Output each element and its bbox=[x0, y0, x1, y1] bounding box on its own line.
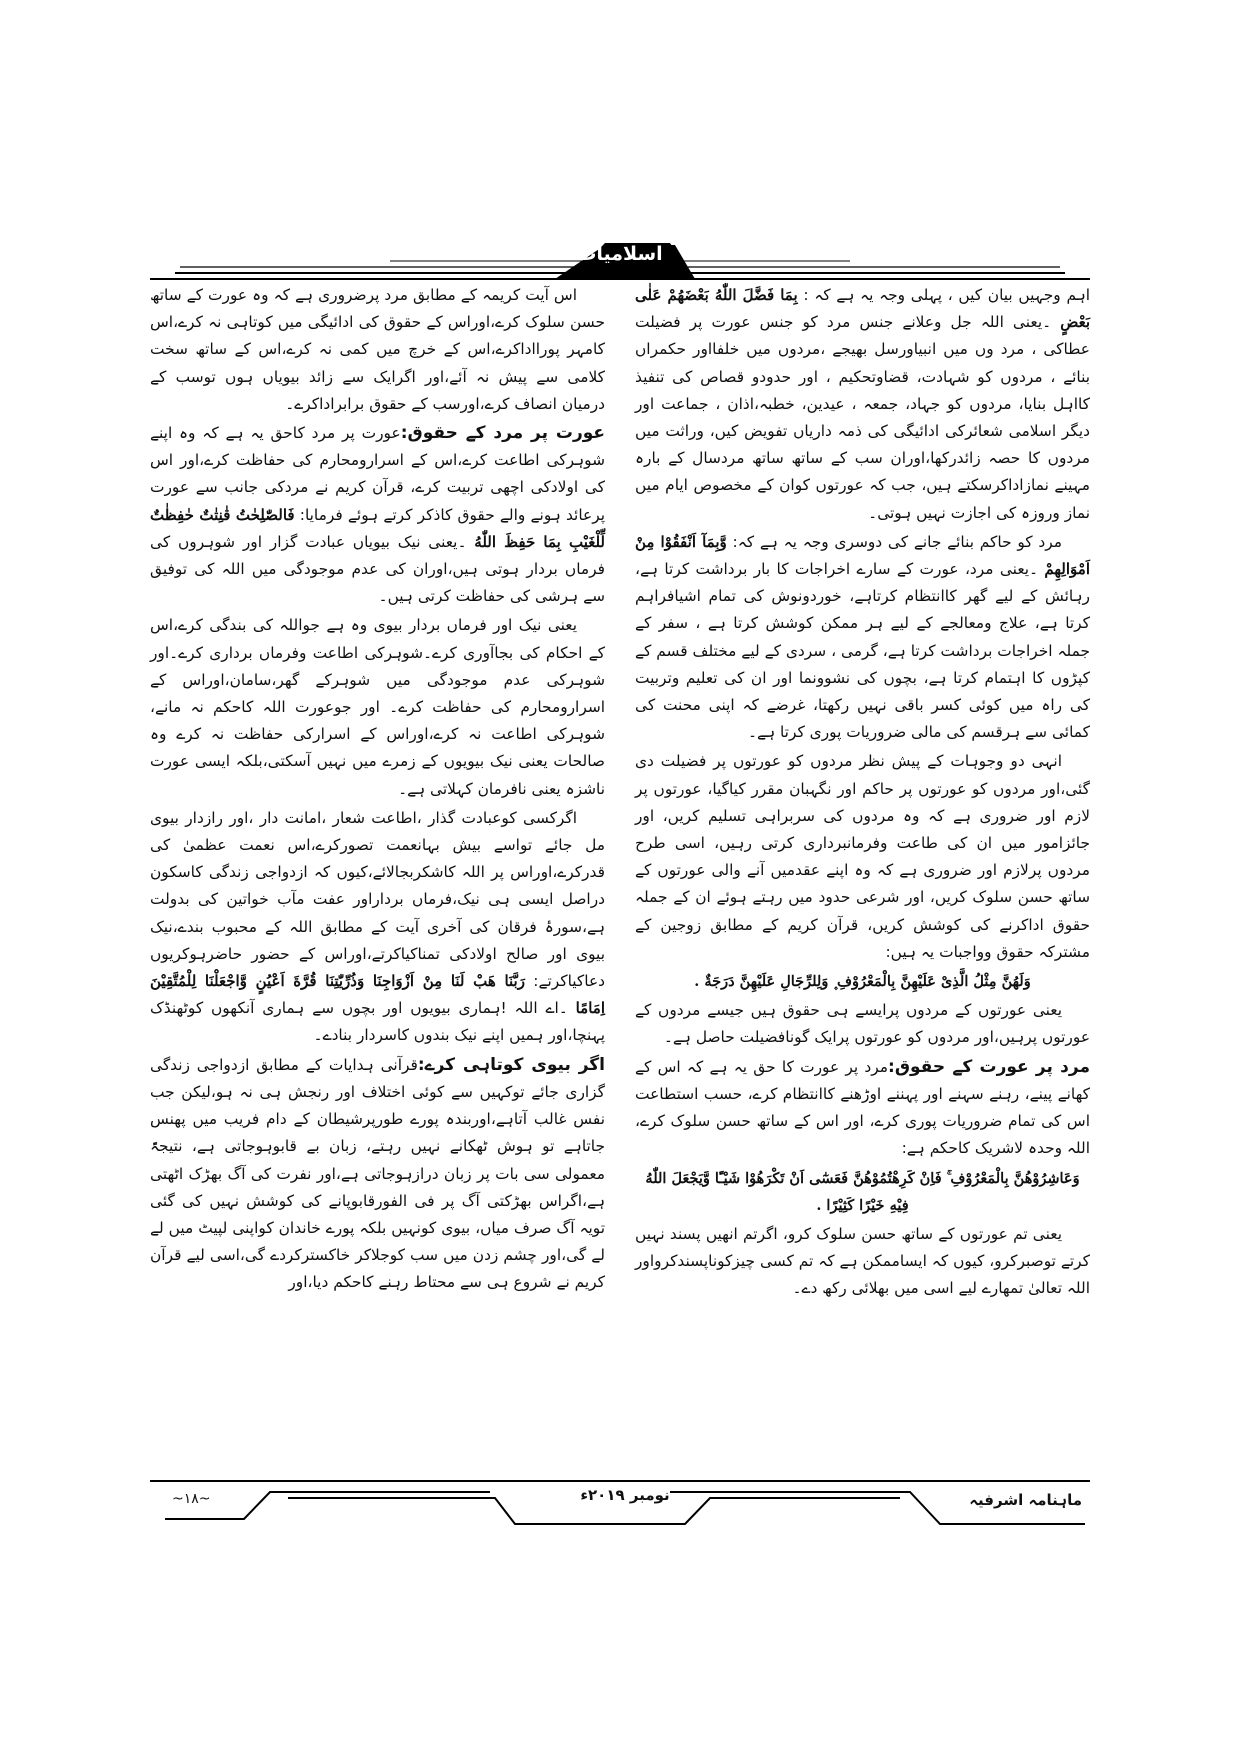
paragraph-text: یعنی عورتوں کے مردوں پرایسے ہی حقوق ہیں جیسے مردوں کے عورتوں پرہیں،اور مردوں کو عورتوں پرایک گونافضیلت حاصل ہے۔ bbox=[635, 1001, 1090, 1047]
paragraph-text: انہی دو وجوہات کے پیش نظر مردوں کو عورتوں پر فضیلت دی گئی،اور مردوں کو عورتوں پر حاکم اور نگہبان مقرر کیاگیا، عورتوں پر لازم اور ضروری ہے کہ وہ مردوں کی سربراہی تسلیم کریں، اور جائزامور میں ان کی طاعت وفرمانبرداری کرتی رہیں، اسی طرح مردوں پرلازم اور ضروری ہے کہ وہ اپنے عقدمیں آنے والی عورتوں کے ساتھ حسن سلوک کریں، اور شرعی حدود میں رہتے ہوئے ان کے جملہ حقوق اداکرنے کی کوشش کریں، قرآن کریم کے مطابق زوجین کے مشترکہ حقوق وواجبات یہ ہیں: bbox=[635, 752, 1090, 961]
paragraph bbox=[635, 529, 1090, 747]
quran-quote: وَّبِمَآ اَنْفَقُوْا مِنْ اَمْوَالِهِمْ bbox=[635, 532, 1090, 579]
page-number: ~۱۸~ bbox=[172, 1491, 211, 1507]
paragraph-text-continued: ۔یعنی مرد، عورت کے سارے اخراجات کا بار برداشت کرتا ہے، رہائش کے لیے گھر کاانتظام کرتاہے، خوردونوش کی تمام اشیافراہم کرتا ہے، علاج ومعالجے کے لیے ہر ممکن کوشش کرتا ہے ، سفر کے جملہ اخراجات برداشت کرتا ہے، گرمی ، سردی کے لیے مختلف قسم کے کپڑوں کا اہتمام کرتا ہے، بچوں کی نشوونما اور ان کی تعلیم وتربیت کی راہ میں کوئی کسر باقی نہیں رکھتا، غرضے کہ اپنی محنت کی کمائی سے ہرقسم کی مالی ضروریات پوری کرتا ہے۔ bbox=[635, 560, 1090, 742]
paragraph-text-continued: ۔اے اللہ !ہماری بیویوں اور بچوں سے ہماری آنکھوں کوٹھنڈک پہنچا،اور ہمیں اپنے نیک بندوں کاسردار بنادے۔ bbox=[150, 999, 605, 1045]
paragraph-text-continued: ۔یعنی اللہ جل وعلانے جنس مرد کو جنس عورت پر فضیلت عطاکی ، مرد وں میں انبیاورسل بھیجے ،مردوں میں خلفااور حکمراں بنائے ، مردوں کو شہادت، قضاوتحکیم ، اور حدودو قصاص کی تنفیذ کااہل بنایا، مردوں کو جہاد، جمعہ ، عیدین، خطبہ،اذان ، جماعت اور دیگر اسلامی شعائرکی ادائیگی کی ذمہ داریاں تفویض کیں، وراثت میں مردوں کا حصہ زائدرکھا،اوران سب کے ساتھ ساتھ مردسال کے بارہ مہینے نمازاداکرسکتے ہیں، جب کہ عورتوں کوان کے مخصوص ایام میں نماز وروزہ کی اجازت نہیں ہوتی۔ bbox=[635, 313, 1090, 522]
subheading: مرد پر عورت کے حقوق: bbox=[888, 1056, 1090, 1077]
quran-quote: فَالصّٰلِحٰتُ قٰنِتٰتٌ حٰفِظٰتٌ لِّلْغَيْبِ بِمَا حَفِظَ اللّٰهُ bbox=[150, 505, 605, 551]
paragraph-text: اہم وجہیں بیان کیں ، پہلی وجہ یہ ہے کہ : bbox=[797, 286, 1090, 304]
paragraph bbox=[150, 612, 605, 802]
section-title: اسلامیات bbox=[577, 243, 663, 265]
quran-verse: وَعَاشِرُوْهُنَّ بِالْمَعْرُوْفِ ۚ فَاِنْ كَرِهْتُمُوْهُنَّ فَعَسٰٓى اَنْ تَكْرَهُوْا شَيْـًٔا وَّيَجْعَلَ اللّٰهُ فِيْهِ خَيْرًا كَثِيْرًا . bbox=[645, 1169, 1080, 1214]
paragraph bbox=[635, 997, 1090, 1051]
paragraph-text: مرد کو حاکم بنائے جانے کی دوسری وجہ یہ ہے کہ: bbox=[726, 532, 1062, 551]
subheading: اگر بیوی کوتاہی کرے: bbox=[417, 1054, 605, 1075]
section-paragraph bbox=[635, 1054, 1090, 1163]
quran-quote: بِمَا فَضَّلَ اللّٰهُ بَعْضَهُمْ عَلٰى بَعْضٍ bbox=[635, 286, 1090, 332]
section-header bbox=[150, 240, 1090, 280]
paragraph-text: قرآنی ہدایات کے مطابق ازدواجی زندگی گزاری جائے توکہیں سے کوئی اختلاف اور رنجش ہی نہ ہو،لیکن جب نفس غالب آتاہے،اوربندہ پورے طورپرشیطان کے دام فریب میں پھنس جاتاہے تو ہوش ٹھکانے نہیں رہتے، زبان بے قابوہوجاتی ہے، نتیجۃً معمولی سی بات پر زبان درازہوجاتی ہے،اور نفرت کی آگ بھڑک اٹھتی ہے،اگراس بھڑکتی آگ پر فی الفورقابوپانے کی کوشش نہیں کی گئی تویہ آگ صرف میاں، بیوی کونہیں بلکہ پورے خاندان کواپنی لپیٹ میں لے لے گی،اور چشم زدن میں سب کوجلاکر خاکسترکردے گی،اسی لیے قرآن کریم نے شروع ہی سے محتاط رہنے کاحکم دیا،اور bbox=[150, 1055, 605, 1292]
paragraph-text-continued: ۔یعنی نیک بیویاں عبادت گزار اور شوہروں کی فرماں بردار ہوتی ہیں،اوران کی عدم موجودگی میں اللہ کی توفیق سے ہرشی کی حفاظت کرتی ہیں۔ bbox=[150, 532, 605, 606]
page-footer bbox=[150, 1478, 1090, 1528]
quran-verse: وَلَهُنَّ مِثْلُ الَّذِىْ عَلَيْهِنَّ بِالْمَعْرُوْفِ ۪ وَلِلرِّجَالِ عَلَيْهِنَّ دَرَجَةٌ . bbox=[694, 973, 1031, 991]
paragraph-text: اس آیت کریمہ کے مطابق مرد پرضروری ہے کہ وہ عورت کے ساتھ حسن سلوک کرے،اوراس کے حقوق کی ادائیگی میں کوتاہی نہ کرے،اس کامہر پورااداکرے،اس کے خرچ میں کمی نہ کرے،اس کے ساتھ سخت کلامی سے پیش نہ آئے،اور اگرایک سے زائد بیویاں ہوں توسب کے درمیان انصاف کرے،اورسب کے حقوق برابراداکرے۔ bbox=[150, 286, 605, 413]
section-paragraph bbox=[150, 420, 605, 610]
paragraph bbox=[635, 1221, 1090, 1303]
right-column bbox=[635, 282, 1090, 1305]
paragraph-text: اگرکسی کوعبادت گذار ،اطاعت شعار ،امانت دار ،اور رازدار بیوی مل جائے تواسے بیش بہانعمت تصورکرے،اس نعمت عظمیٰ کی قدرکرے،اوراس پر اللہ کاشکربجالائے،کیوں کہ ازدواجی زندگی کاسکون دراصل ایسی ہی نیک،فرماں برداراور عفت مآب خواتین کی بدولت ہے،سورۂ فرقان کی آخری آیت کے مطابق اللہ کے محبوب بندے،نیک بیوی اور صالح اولادکی تمناکیاکرتے،اوراس کے حضور حاضرہوکریوں دعاکیاکرتے: bbox=[150, 808, 605, 991]
section-paragraph bbox=[150, 1052, 605, 1297]
paragraph bbox=[635, 282, 1090, 527]
paragraph-text: یعنی تم عورتوں کے ساتھ حسن سلوک کرو، اگرتم انھیں پسند نہیں کرتے توصبرکرو، کیوں کہ ایساممکن ہے کہ تم کسی چیزکوناپسندکرواور اللہ تعالیٰ تمھارے لیے اسی میں بھلائی رکھ دے۔ bbox=[635, 1224, 1090, 1298]
paragraph bbox=[150, 805, 605, 1050]
paragraph-text: عورت پر مرد کاحق یہ ہے کہ وہ اپنے شوہرکی اطاعت کرے،اس کے اسرارومحارم کی حفاظت کرے،اور اس کی اولادکی اچھی تربیت کرے، قرآن کریم نے مردکی جانب سے عورت پرعائد ہونے والے حقوق کاذکر کرتے ہوئے فرمایا: bbox=[150, 424, 605, 524]
left-column bbox=[150, 282, 605, 1299]
magazine-name: ماہنامہ اشرفیہ bbox=[969, 1491, 1082, 1509]
paragraph-text: یعنی نیک اور فرماں بردار بیوی وہ ہے جواللہ کی بندگی کرے،اس کے احکام کی بجاآوری کرے۔شوہرکی اطاعت وفرماں برداری کرے۔اور شوہرکی عدم موجودگی میں شوہرکے گھر،سامان،اوراس کے اسرارومحارم کی حفاظت کرے۔ اور جوعورت اللہ کاحکم نہ مانے، شوہرکی اطاعت نہ کرے،اوراس کے اسرارکی حفاظت نہ کرے وہ صالحات یعنی نیک بیویوں کے زمرے میں نہیں آسکتی،بلکہ ایسی عورت ناشزہ یعنی نافرمان کہلاتی ہے۔ bbox=[150, 616, 605, 798]
quran-quote: رَبَّنَا هَبْ لَنَا مِنْ اَزْوَاجِنَا وَذُرِّيّٰتِنَا قُرَّةَ اَعْيُنٍ وَّاجْعَلْنَا لِلْمُتَّقِيْنَ اِمَامًا bbox=[150, 972, 605, 1018]
issue-date: نومبر ۲۰۱۹ء bbox=[580, 1486, 670, 1504]
subheading: عورت پر مرد کے حقوق: bbox=[400, 423, 605, 444]
paragraph bbox=[150, 282, 605, 418]
paragraph bbox=[635, 748, 1090, 966]
paragraph-text: مرد پر عورت کا حق یہ ہے کہ اس کے کھانے پینے، رہنے سہنے اور پہننے اوڑھنے کاانتظام کرے، حسب استطاعت اس کی تمام ضروریات پوری کرے، اور اس کے ساتھ حسن سلوک کرے، اللہ وحدہ لاشریک کاحکم ہے: bbox=[635, 1057, 1090, 1158]
article-body bbox=[150, 282, 1090, 1477]
